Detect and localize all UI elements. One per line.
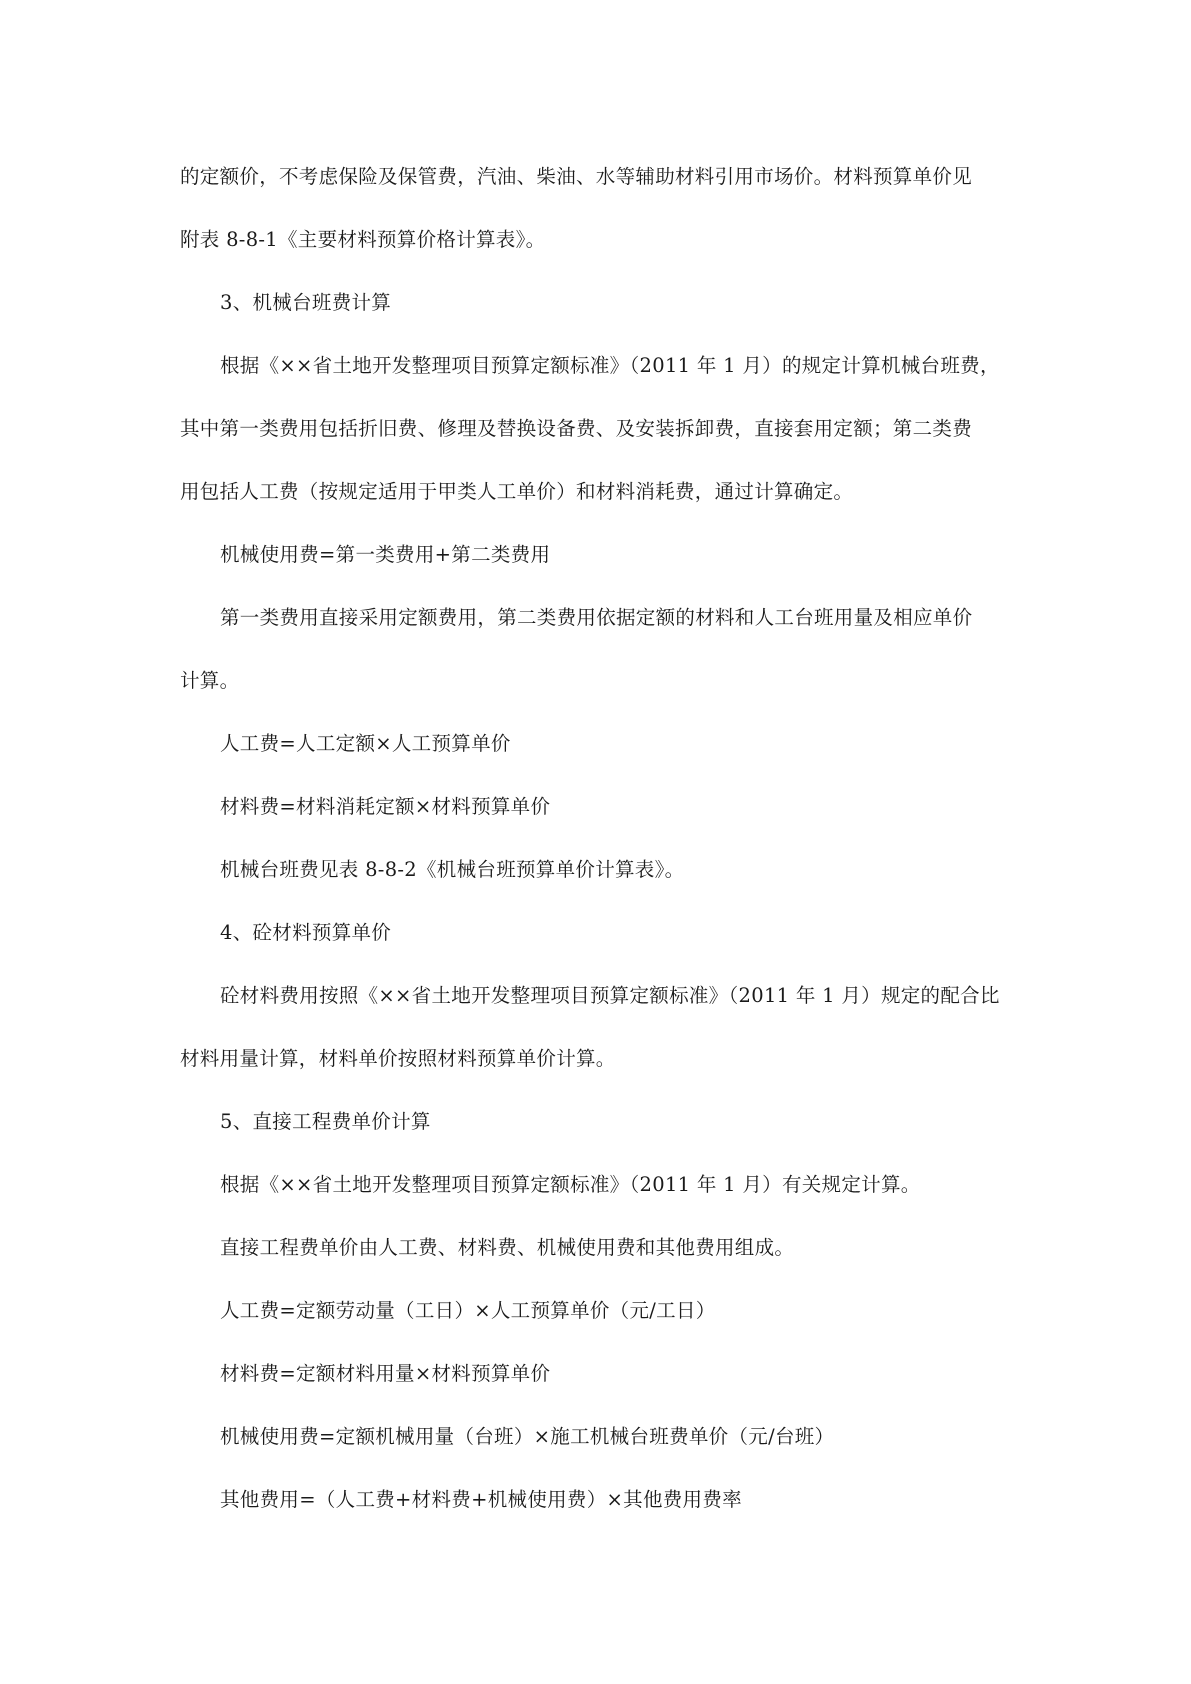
paragraph-line: 用包括人工费（按规定适用于甲类人工单价）和材料消耗费，通过计算确定。 [180,480,854,503]
paragraph-line: 直接工程费单价由人工费、材料费、机械使用费和其他费用组成。 [220,1236,795,1259]
formula-line: 其他费用=（人工费+材料费+机械使用费）×其他费用费率 [220,1488,742,1511]
paragraph-line: 第一类费用直接采用定额费用，第二类费用依据定额的材料和人工台班用量及相应单价 [220,606,973,629]
formula-line: 人工费=人工定额×人工预算单价 [220,732,511,755]
formula-line: 材料费=材料消耗定额×材料预算单价 [220,795,551,818]
formula-line: 机械使用费=第一类费用+第二类费用 [220,543,551,566]
section-heading: 4、砼材料预算单价 [220,921,392,944]
paragraph-line: 根据《××省土地开发整理项目预算定额标准》（2011 年 1 月）有关规定计算。 [220,1173,921,1196]
paragraph-line: 的定额价，不考虑保险及保管费，汽油、柴油、水等辅助材料引用市场价。材料预算单价见 [180,165,973,188]
formula-line: 机械使用费=定额机械用量（台班）×施工机械台班费单价（元/台班） [220,1425,835,1448]
paragraph-line: 根据《××省土地开发整理项目预算定额标准》（2011 年 1 月）的规定计算机械台班费， [220,354,1000,377]
document-body [180,152,1010,1538]
section-heading: 5、直接工程费单价计算 [220,1110,431,1133]
formula-line: 人工费=定额劳动量（工日）×人工预算单价（元/工日） [220,1299,716,1322]
paragraph-line: 机械台班费见表 8-8-2《机械台班预算单价计算表》。 [220,858,685,881]
section-heading: 3、机械台班费计算 [220,291,392,314]
paragraph-line: 计算。 [180,669,240,692]
paragraph-line: 砼材料费用按照《××省土地开发整理项目预算定额标准》（2011 年 1 月）规定的配合比 [220,984,1000,1007]
paragraph-line: 其中第一类费用包括折旧费、修理及替换设备费、及安装拆卸费，直接套用定额；第二类费 [180,417,973,440]
paragraph-line: 材料用量计算，材料单价按照材料预算单价计算。 [180,1047,616,1070]
paragraph-line: 附表 8-8-1《主要材料预算价格计算表》。 [180,228,546,251]
formula-line: 材料费=定额材料用量×材料预算单价 [220,1362,551,1385]
